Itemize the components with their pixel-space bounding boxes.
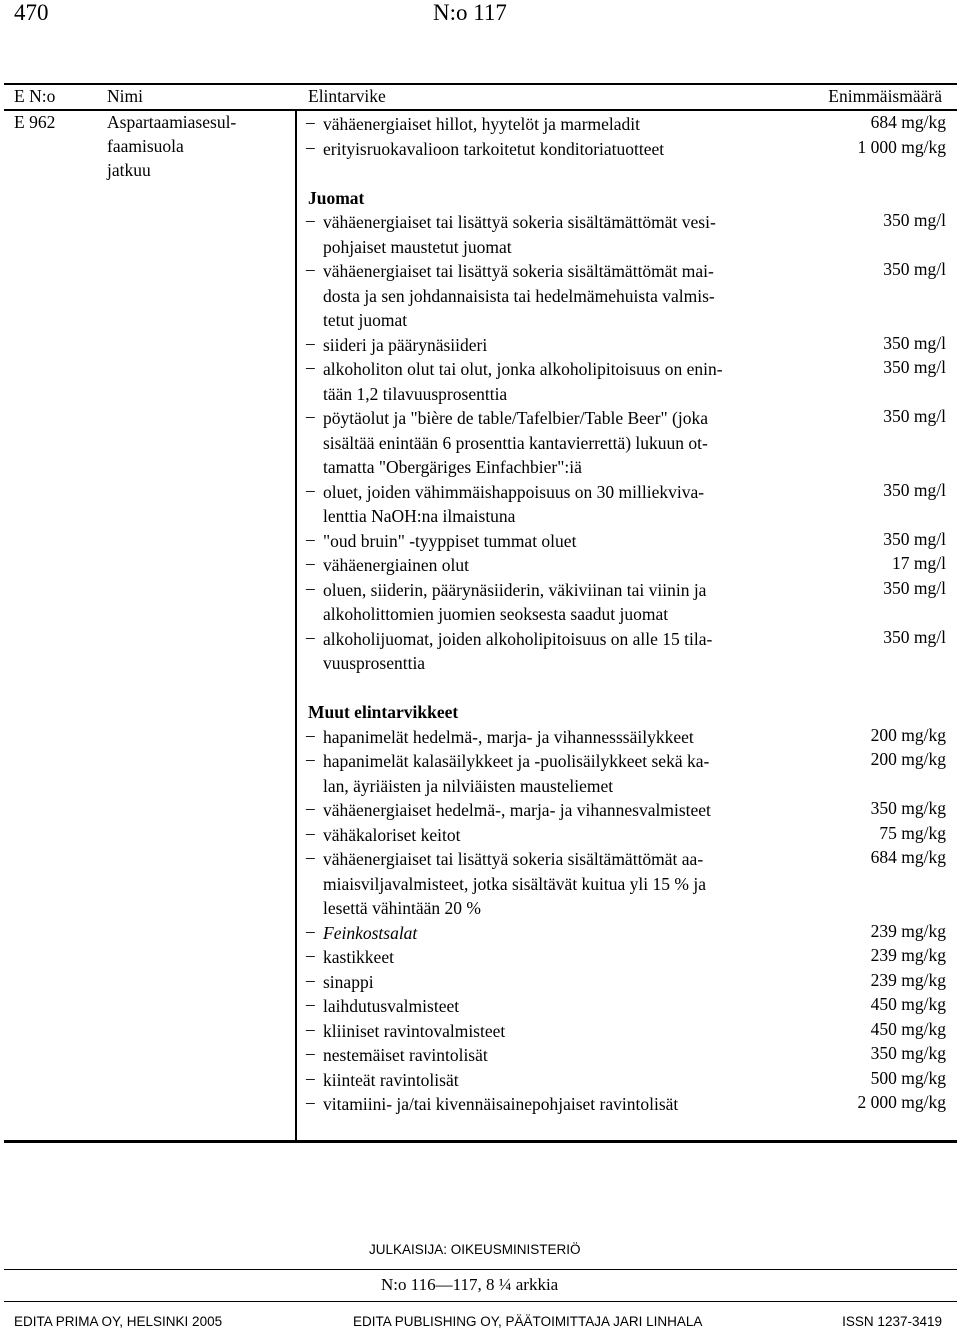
section-title: Juomat: [308, 187, 365, 208]
food-item-text: vähäenergiaiset tai lisättyä sokeria sisältämättömät vesi-: [323, 212, 716, 232]
table-vertical-divider: [295, 110, 297, 1143]
header-name: Nimi: [107, 86, 143, 106]
list-dash: –: [306, 479, 315, 500]
list-dash: –: [306, 798, 315, 818]
table-bottom-rule: [4, 1140, 957, 1143]
footer-editor: EDITA PUBLISHING OY, PÄÄTOIMITTAJA JARI LINHALA: [353, 1314, 703, 1329]
food-item-text: nestemäiset ravintolisät: [323, 1045, 488, 1065]
footer-rule: [4, 1269, 957, 1270]
list-dash: –: [306, 847, 315, 867]
list-dash: –: [306, 822, 315, 843]
food-item-text: vähäenergiaiset hillot, hyytelöt ja marmeladit: [323, 114, 641, 134]
food-item-max: 239 mg/kg: [870, 920, 946, 941]
food-item-max: 350 mg/l: [883, 626, 946, 647]
food-item-text: vähäenergiaiset hedelmä-, marja- ja vihannesvalmisteet: [323, 800, 711, 820]
food-item-max: 684 mg/kg: [870, 847, 946, 867]
food-item-max: 200 mg/kg: [870, 724, 946, 745]
food-item-text: vähäkaloriset keitot: [323, 824, 461, 845]
food-item-text: kiinteät ravintolisät: [323, 1069, 459, 1090]
footer-sheets: N:o 116—117, 8 ¼ arkkia: [381, 1275, 559, 1294]
header-max: Enimmäismäärä: [828, 86, 942, 106]
list-dash: –: [306, 920, 315, 941]
page-number: 470: [14, 0, 49, 25]
food-item-max: 350 mg/kg: [870, 1043, 946, 1063]
section-title: Muut elintarvikkeet: [308, 702, 459, 722]
food-item-max: 350 mg/l: [883, 406, 946, 426]
food-item-text: lesettä vähintään 20 %: [323, 898, 481, 918]
food-item-max: 350 mg/l: [883, 577, 946, 598]
food-item-max: 2 000 mg/kg: [857, 1092, 946, 1112]
food-item-text: dosta ja sen johdannaisista tai hedelmämehuista valmis-: [323, 285, 715, 306]
list-dash: –: [306, 210, 315, 230]
list-dash: –: [306, 357, 315, 377]
food-item-max: 350 mg/l: [883, 332, 946, 353]
food-item-max: 350 mg/l: [883, 259, 946, 279]
food-item-max: 350 mg/l: [883, 528, 946, 549]
food-item-text: pohjaiset maustetut juomat: [323, 236, 512, 257]
list-dash: –: [306, 1092, 315, 1112]
list-dash: –: [306, 1018, 315, 1039]
food-item-text: vähäenergiaiset tai lisättyä sokeria sisältämättömät aa-: [323, 849, 704, 869]
header-food: Elintarvike: [308, 86, 386, 106]
list-dash: –: [306, 406, 315, 426]
food-item-max: 450 mg/kg: [870, 1018, 946, 1039]
food-item-text: "oud bruin" -tyyppiset tummat oluet: [323, 530, 577, 551]
additive-name-line: Aspartaamiasesul-: [107, 112, 237, 132]
food-item-text: miaisviljavalmisteet, jotka sisältävät kuitua yli 15 % ja: [323, 873, 706, 894]
food-item-max: 350 mg/l: [883, 210, 946, 230]
list-dash: –: [306, 112, 315, 132]
list-dash: –: [306, 528, 315, 549]
food-item-text: kliiniset ravintovalmisteet: [323, 1020, 506, 1041]
issue-number: N:o 117: [433, 0, 507, 25]
list-dash: –: [306, 945, 315, 965]
footer-printer: EDITA PRIMA OY, HELSINKI 2005: [14, 1314, 223, 1329]
food-item-text: oluen, siiderin, päärynäsiiderin, väkiviinan tai viinin ja: [323, 579, 707, 600]
list-dash: –: [306, 136, 315, 157]
food-item-max: 1 000 mg/kg: [857, 136, 946, 157]
additive-name-line: jatkuu: [107, 160, 151, 180]
food-item-max: 350 mg/l: [883, 479, 946, 500]
list-dash: –: [306, 969, 315, 990]
food-item-text: vähäenergiaiset tai lisättyä sokeria sisältämättömät mai-: [323, 261, 714, 281]
food-item-text: kastikkeet: [323, 947, 394, 967]
food-item-text: vuusprosenttia: [323, 653, 426, 673]
food-item-max: 684 mg/kg: [870, 112, 946, 132]
list-dash: –: [306, 724, 315, 745]
food-item-text: tetut juomat: [323, 310, 408, 330]
food-item-text: hapanimelät hedelmä-, marja- ja vihannesssäilykkeet: [323, 726, 694, 747]
food-item-max: 239 mg/kg: [870, 969, 946, 990]
list-dash: –: [306, 1043, 315, 1063]
food-item-text: hapanimelät kalasäilykkeet ja -puolisäilykkeet sekä ka-: [323, 751, 710, 771]
food-item-text: tään 1,2 tilavuusprosenttia: [323, 383, 508, 404]
footer-publisher: JULKAISIJA: OIKEUSMINISTERIÖ: [369, 1242, 581, 1257]
footer-rule: [4, 1301, 957, 1302]
food-item-max: 200 mg/kg: [870, 749, 946, 769]
list-dash: –: [306, 259, 315, 279]
food-item-text: siideri ja päärynäsiideri: [323, 334, 488, 355]
food-item-text: sisältää enintään 6 prosenttia kantavierrettä) lukuun ot-: [323, 432, 708, 453]
food-item-max: 450 mg/kg: [870, 994, 946, 1014]
footer-issn: ISSN 1237-3419: [842, 1314, 942, 1329]
food-item-text: Feinkostsalat: [323, 922, 418, 943]
list-dash: –: [306, 749, 315, 769]
food-item-text: alkoholijuomat, joiden alkoholipitoisuus on alle 15 tila-: [323, 628, 713, 649]
food-item-max: 75 mg/kg: [879, 822, 946, 843]
food-item-text: oluet, joiden vähimmäishappoisuus on 30 milliekviva-: [323, 481, 705, 502]
food-item-text: erityisruokavalioon tarkoitetut konditoriatuotteet: [323, 138, 665, 159]
list-dash: –: [306, 577, 315, 598]
food-item-max: 350 mg/l: [883, 357, 946, 377]
food-item-text: sinappi: [323, 971, 374, 992]
additive-name-line: faamisuola: [107, 136, 184, 156]
food-item-text: alkoholittomien juomien seoksesta saadut juomat: [323, 604, 669, 624]
food-item-max: 239 mg/kg: [870, 945, 946, 965]
food-item-max: 17 mg/l: [892, 553, 946, 573]
food-item-text: lan, äyriäisten ja nilviäisten mausteliemet: [323, 775, 614, 796]
food-item-text: tamatta "Obergäriges Einfachbier":iä: [323, 457, 582, 477]
food-item-text: vähäenergiainen olut: [323, 555, 469, 575]
food-item-text: lenttia NaOH:na ilmaistuna: [323, 506, 516, 526]
food-item-text: alkoholiton olut tai olut, jonka alkoholipitoisuus on enin-: [323, 359, 723, 379]
header-enum: E N:o: [14, 86, 56, 106]
list-dash: –: [306, 1067, 315, 1088]
food-item-text: laihdutusvalmisteet: [323, 996, 460, 1016]
food-item-text: pöytäolut ja "bière de table/Tafelbier/Table Beer" (joka: [323, 408, 708, 428]
additive-enum: E 962: [14, 112, 56, 132]
list-dash: –: [306, 332, 315, 353]
table-top-rule: [4, 83, 957, 85]
food-item-max: 350 mg/kg: [870, 798, 946, 818]
list-dash: –: [306, 553, 315, 573]
list-dash: –: [306, 626, 315, 647]
table-header-rule: [4, 109, 957, 111]
food-item-text: vitamiini- ja/tai kivennäisainepohjaiset ravintolisät: [323, 1094, 679, 1114]
food-item-max: 500 mg/kg: [870, 1067, 946, 1088]
list-dash: –: [306, 994, 315, 1014]
